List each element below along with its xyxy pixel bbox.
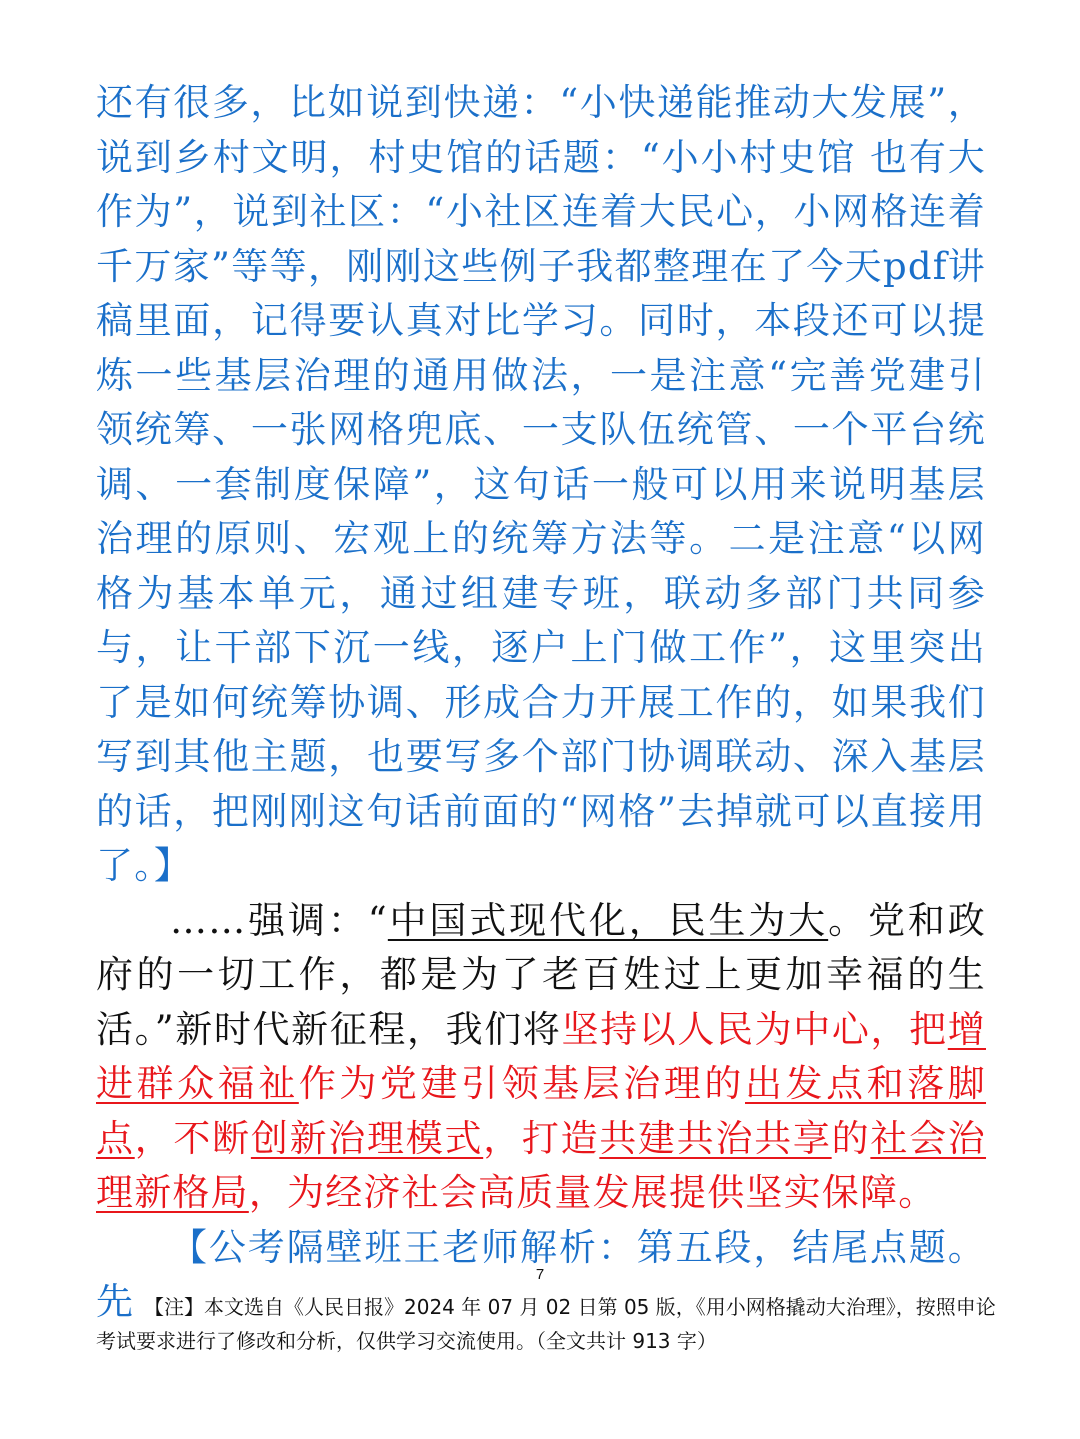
red-underlined-3: 创新治理模式 (250, 1116, 484, 1160)
red-underlined-5: 社会治理新格局 (96, 1116, 987, 1214)
red-phrase-2: 把 (909, 1007, 948, 1051)
page-number: 7 (535, 1266, 545, 1283)
red-underlined-4: 共建共治共享 (599, 1116, 832, 1160)
article-paragraph (96, 894, 986, 1221)
footnote: 【注】本文选自《人民日报》2024 年 07 月 02 日第 05 版，《用小网格撬动大治理》，按照申论考试要求进行了修改和分析，仅供学习交流使用。（全文共计 913 字） (96, 1295, 996, 1353)
quote-underlined-phrase: 中国式现代化，民生为大 (387, 898, 829, 942)
red-phrase-6: 的 (831, 1116, 871, 1160)
analysis-next-paragraph: 【公考隔壁班王老师解析：第五段，结尾点题。先 (96, 1225, 986, 1323)
red-phrase-3: 作为党建引领基层治理的 (298, 1062, 745, 1105)
analysis-paragraph: 还有很多，比如说到快递：“小快递能推动大发展”，说到乡村文明，村史馆的话题：“小小村史馆 也有大作为”，说到社区：“小社区连着大民心，小网格连着千万家”等等，刚刚这些例子我都整理在了今天pdf讲稿里面，记得要认真对比学习。同时，本段还可以提炼一些基层治理的通用做法，一是注意“完善党建引领统筹、一张网格兜底、一支队伍统管、一个平台统调、一套制度保障”，这句话一般可以用来说明基层治理的原则、宏观上的统筹方法等。二是注意“以网格为基本单元，通过组建专班，联动多部门共同参与，让干部下沉一线，逐户上门做工作”，这里突出了是如何统筹协调、形成合力开展工作的，如果我们写到其他主题，也要写多个部门协调联动、深入基层的话，把刚刚这句话前面的“网格”去掉就可以直接用了。】 (96, 81, 986, 887)
red-underlined-1: 增进群众福祉 (96, 1007, 986, 1105)
document-page (96, 76, 986, 1330)
quote-rest: 。党和政府的一切工作，都是为了老百姓过上更加幸福的生活。”新时代新征程，我们将 (96, 898, 986, 1051)
red-phrase-5: ，打造 (483, 1116, 600, 1160)
red-underlined-2: 出发点和落脚点 (96, 1062, 987, 1160)
red-phrase-1: 坚持以人民为中心， (561, 1007, 910, 1051)
red-phrase-4: ，不断 (134, 1116, 251, 1160)
quote-lead: ……强调：“ (170, 898, 388, 942)
red-phrase-7: ，为经济社会高质量发展提供坚实保障。 (248, 1171, 937, 1214)
